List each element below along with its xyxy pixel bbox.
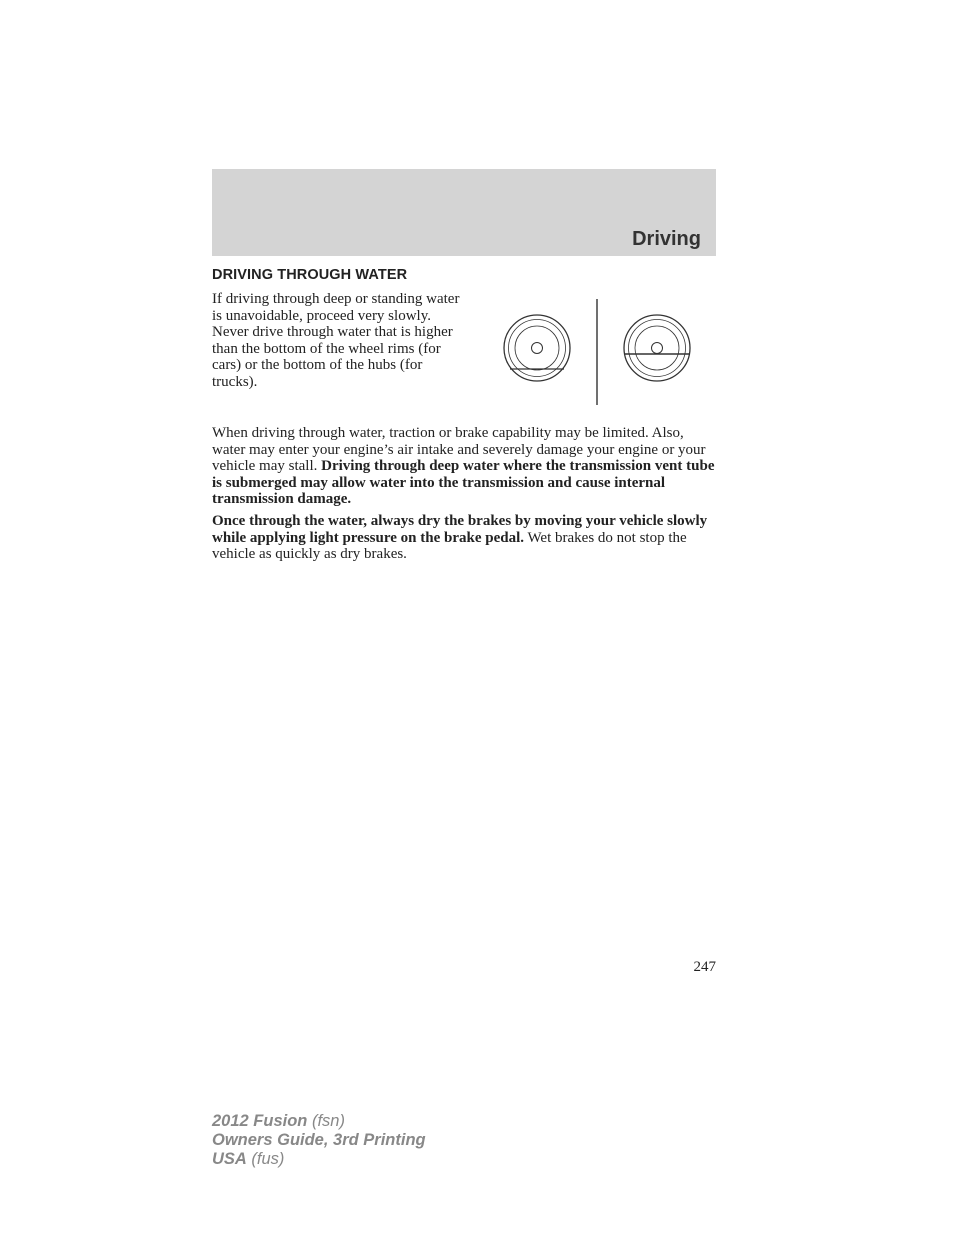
transmission-warning-text: Driving through deep water where the transmission vent tube is submerged may allow water into the transmission and cause internal transmission damage. xyxy=(212,458,715,507)
water-traction-paragraph xyxy=(212,425,718,508)
page-number: 247 xyxy=(693,959,716,975)
footer-market-line xyxy=(212,1150,426,1169)
document-footer xyxy=(212,1112,426,1169)
footer-guide-line: Owners Guide, 3rd Printing xyxy=(212,1131,426,1149)
section-heading: DRIVING THROUGH WATER xyxy=(212,267,408,283)
dry-brakes-instruction: Once through the water, always dry the brakes by moving your vehicle slowly while applying light pressure on the brake pedal. xyxy=(212,513,708,546)
footer-market-code: (fus) xyxy=(246,1150,285,1168)
chapter-title: Driving xyxy=(632,228,701,250)
wheel-water-level-figure xyxy=(496,298,706,406)
footer-model-line xyxy=(212,1112,426,1131)
wet-brakes-note: Wet brakes do not stop the vehicle as quickly as dry brakes. xyxy=(212,529,687,562)
footer-market: USA xyxy=(212,1150,247,1168)
intro-paragraph: If driving through deep or standing water is unavoidable, proceed very slowly. Never drive through water that is higher than the bottom of the wheel rims (for cars) or the bottom of the hubs (for trucks). xyxy=(212,291,460,390)
water-traction-text: When driving through water, traction or brake capability may be limited. Also, water may enter your engine’s air intake and severely damage your engine or your vehicle may stall. xyxy=(212,425,706,474)
car-wheel-icon xyxy=(504,315,570,381)
footer-model-code: (fsn) xyxy=(307,1112,345,1130)
footer-model: 2012 Fusion xyxy=(212,1112,308,1130)
dry-brakes-paragraph xyxy=(212,513,718,563)
truck-wheel-icon xyxy=(624,315,690,381)
chapter-header-band xyxy=(212,169,716,256)
